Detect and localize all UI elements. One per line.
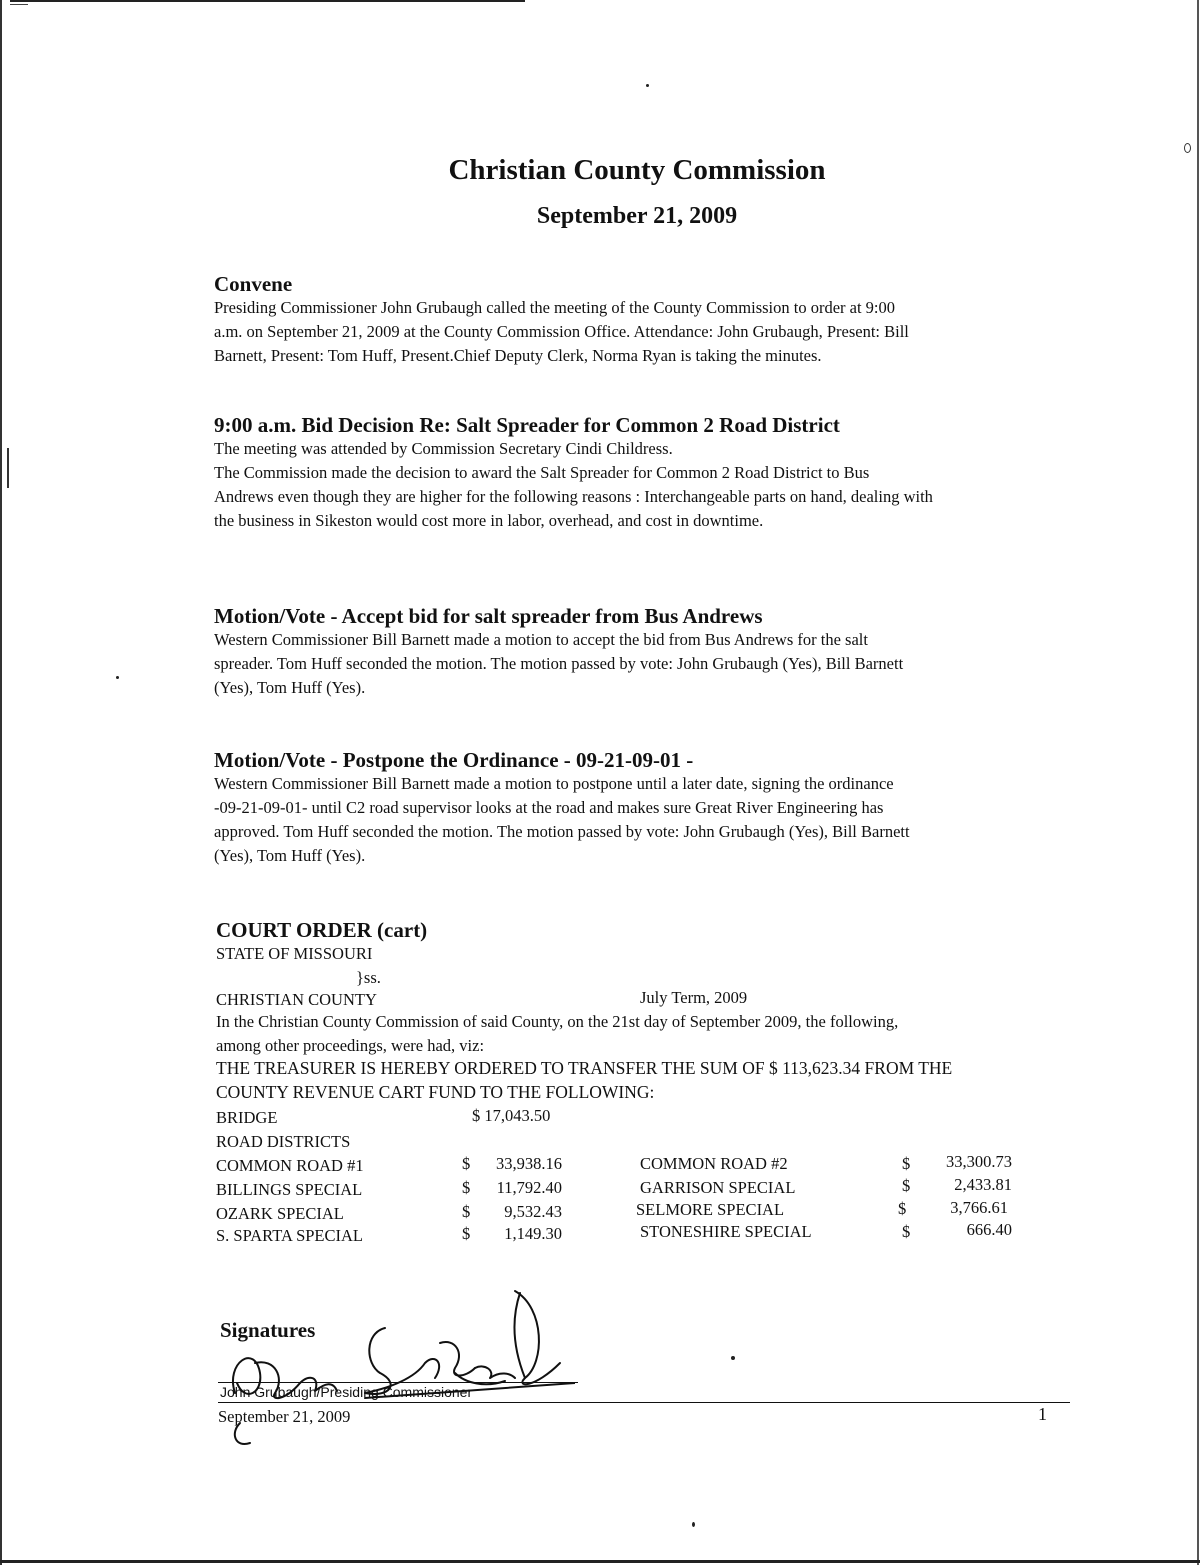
- road-districts-label: ROAD DISTRICTS: [216, 1132, 351, 1151]
- order-line: THE TREASURER IS HEREBY ORDERED TO TRANSFER THE SUM OF $ 113,623.34 FROM THE: [216, 1058, 953, 1078]
- section-body: [214, 772, 1074, 868]
- scan-speck: [646, 84, 649, 87]
- section-heading: Motion/Vote - Postpone the Ordinance - 09-21-09-01 -: [214, 748, 694, 772]
- district-amount: 3,766.61: [950, 1198, 1008, 1217]
- body-line: The Commission made the decision to award the Salt Spreader for Common 2 Road District to Bus: [214, 463, 870, 482]
- scan-speck: [1184, 143, 1191, 153]
- signature-date: September 21, 2009: [218, 1407, 351, 1426]
- section-motion-accept-bid: [214, 604, 1074, 700]
- body-line: Western Commissioner Bill Barnett made a motion to postpone until a later date, signing the ordinance: [214, 774, 894, 793]
- term-line: July Term, 2009: [640, 988, 748, 1007]
- scan-mark: [7, 448, 9, 488]
- district-name: S. SPARTA SPECIAL: [216, 1226, 364, 1245]
- section-body: [214, 296, 1074, 368]
- body-line: Presiding Commissioner John Grubaugh called the meeting of the County Commission to order at 9:00: [214, 298, 896, 317]
- district-amount: 1,149.30: [504, 1224, 562, 1243]
- district-amount: 666.40: [966, 1220, 1012, 1239]
- district-currency: $: [898, 1199, 907, 1218]
- district-currency: $: [902, 1222, 911, 1241]
- bridge-label: BRIDGE: [216, 1108, 278, 1127]
- district-amount: 9,532.43: [504, 1202, 562, 1221]
- scan-edge-bottom: [0, 1560, 1200, 1563]
- body-line: (Yes), Tom Huff (Yes).: [214, 678, 366, 697]
- district-amount: 33,300.73: [946, 1152, 1012, 1171]
- section-motion-postpone: [214, 748, 1074, 868]
- scan-speck: [116, 676, 119, 679]
- body-line: a.m. on September 21, 2009 at the County Commission Office. Attendance: John Grubaugh, Present: Bill: [214, 322, 909, 341]
- body-line: The meeting was attended by Commission Secretary Cindi Childress.: [214, 439, 673, 458]
- scan-edge-right: [1197, 0, 1199, 1565]
- scan-speck: [731, 1356, 735, 1360]
- section-heading: 9:00 a.m. Bid Decision Re: Salt Spreader for Common 2 Road District: [214, 413, 840, 437]
- scan-speck: [692, 1522, 695, 1527]
- county-line: CHRISTIAN COUNTY: [216, 990, 377, 1009]
- body-line: spreader. Tom Huff seconded the motion. The motion passed by vote: John Grubaugh (Yes), Bill Barnett: [214, 654, 904, 673]
- body-line: Western Commissioner Bill Barnett made a motion to accept the bid from Bus Andrews for the salt: [214, 630, 868, 649]
- district-name: GARRISON SPECIAL: [640, 1178, 796, 1197]
- section-convene: [214, 272, 1074, 368]
- body-line: Andrews even though they are higher for the following reasons : Interchangeable parts on hand, dealing with: [214, 487, 933, 506]
- bridge-amount: $ 17,043.50: [472, 1106, 551, 1125]
- section-body: [214, 628, 1074, 700]
- page-title: Christian County Commission: [448, 154, 826, 186]
- district-currency: $: [462, 1154, 471, 1173]
- intro-line: In the Christian County Commission of said County, on the 21st day of September 2009, the following,: [216, 1012, 899, 1031]
- body-line: the business in Sikeston would cost more in labor, overhead, and cost in downtime.: [214, 511, 764, 530]
- signatures-label: Signatures: [220, 1318, 316, 1342]
- district-amount: 11,792.40: [496, 1178, 562, 1197]
- body-line: (Yes), Tom Huff (Yes).: [214, 846, 366, 865]
- state-line: STATE OF MISSOURI: [216, 944, 373, 963]
- ss-mark: }ss.: [356, 968, 381, 987]
- district-amount: 33,938.16: [496, 1154, 562, 1173]
- signer-name: John Grubaugh/Presiding Commissioner: [220, 1384, 473, 1400]
- district-currency: $: [462, 1178, 471, 1197]
- district-currency: $: [462, 1224, 471, 1243]
- section-bid-decision: [214, 413, 1074, 533]
- page-number: 1: [1038, 1404, 1047, 1424]
- body-line: approved. Tom Huff seconded the motion. The motion passed by vote: John Grubaugh (Yes), Bill Barnett: [214, 822, 910, 841]
- body-line: -09-21-09-01- until C2 road supervisor looks at the road and makes sure Great River Engineering has: [214, 798, 884, 817]
- body-line: Barnett, Present: Tom Huff, Present.Chief Deputy Clerk, Norma Ryan is taking the minutes.: [214, 346, 822, 365]
- district-name: COMMON ROAD #1: [216, 1156, 364, 1175]
- section-body: [214, 437, 1074, 533]
- meeting-date: September 21, 2009: [536, 203, 738, 229]
- district-name: BILLINGS SPECIAL: [216, 1180, 363, 1199]
- district-name: COMMON ROAD #2: [640, 1154, 788, 1173]
- district-name: OZARK SPECIAL: [216, 1204, 344, 1223]
- scan-mark: [10, 4, 28, 5]
- scan-edge-top: [10, 0, 525, 2]
- section-heading: COURT ORDER (cart): [216, 918, 428, 942]
- district-currency: $: [462, 1202, 471, 1221]
- scan-edge-left: [0, 0, 2, 1565]
- section-heading: Convene: [214, 272, 293, 296]
- handwritten-signature: [215, 1283, 575, 1453]
- intro-line: among other proceedings, were had, viz:: [216, 1036, 485, 1055]
- district-name: SELMORE SPECIAL: [636, 1200, 785, 1219]
- section-heading: Motion/Vote - Accept bid for salt spreader from Bus Andrews: [214, 604, 763, 628]
- district-currency: $: [902, 1176, 911, 1195]
- district-name: STONESHIRE SPECIAL: [640, 1222, 812, 1241]
- district-currency: $: [902, 1154, 911, 1173]
- district-amount: 2,433.81: [954, 1175, 1012, 1194]
- order-line: COUNTY REVENUE CART FUND TO THE FOLLOWING:: [216, 1082, 655, 1102]
